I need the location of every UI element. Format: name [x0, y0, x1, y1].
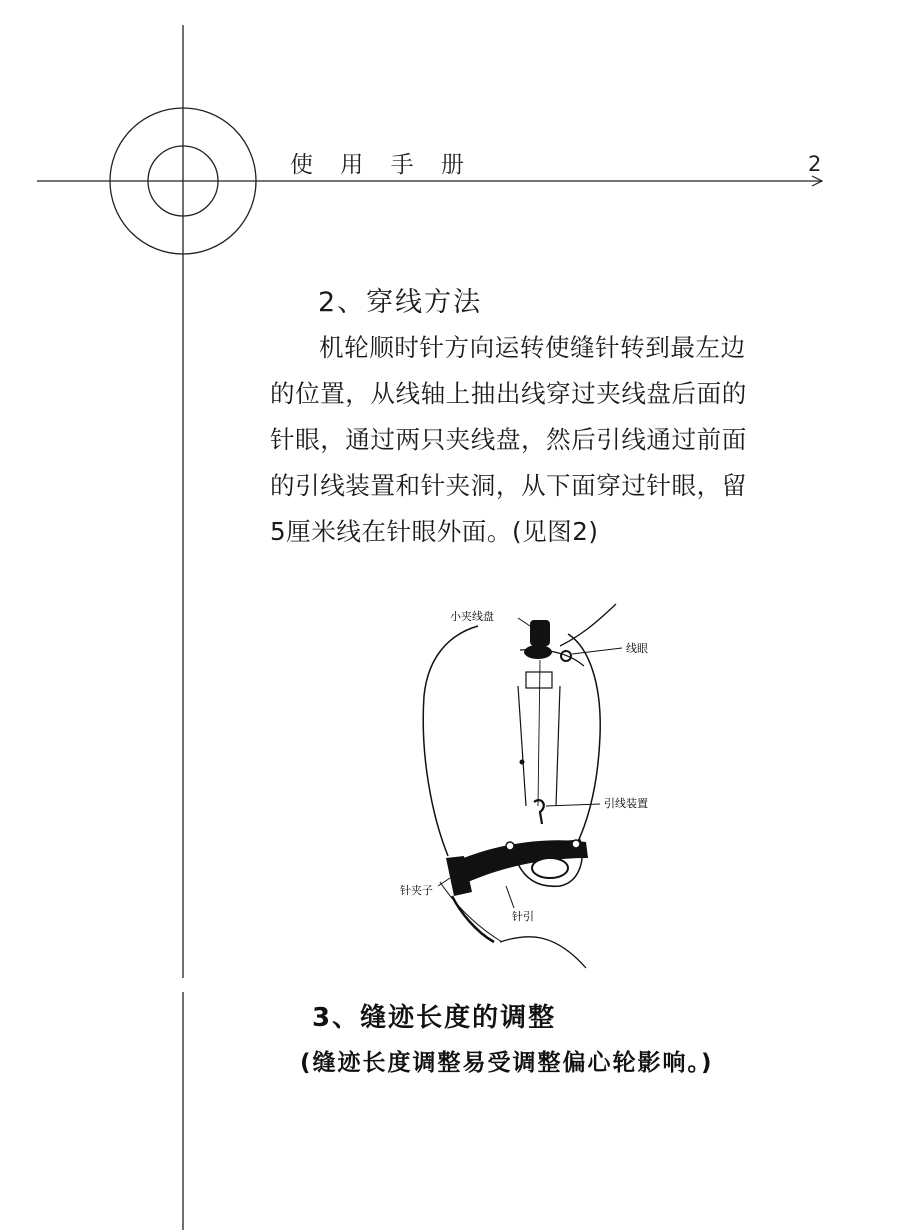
screw-dot: [520, 760, 525, 765]
leader-needle-clamp: [438, 878, 450, 886]
manual-title: 使 用 手 册: [290, 152, 474, 178]
needle-clamp-bracket: [454, 840, 588, 882]
leader-thread-eye: [572, 648, 622, 654]
tension-disc-knob: [530, 620, 550, 646]
needle: [452, 896, 494, 942]
section-heading-threading: 2、穿线方法: [318, 287, 483, 318]
face-plate-slot: [526, 672, 552, 688]
thread-line-down: [538, 660, 540, 806]
page-number: 2: [808, 152, 822, 176]
label-thread-guide: 引线装置: [604, 797, 648, 810]
leader-needle-guide: [506, 886, 514, 908]
threading-instructions: 机轮顺时针方向运转使缝针转到最左边的位置，从线轴上抽出线穿过夹线盘后面的针眼，通过两只夹线盘，然后引线通过前面的引线装置和针夹洞，从下面穿过针眼，留5厘米线在针眼外面。(见图2): [270, 333, 747, 546]
needle-bar-channel-right: [556, 686, 560, 806]
machine-head-outline: [423, 626, 478, 856]
leader-thread-guide: [546, 804, 600, 806]
label-needle-guide: 针引: [512, 910, 534, 923]
thread-guide-hook: [534, 800, 544, 824]
stitch-length-note: (缝迹长度调整易受调整偏心轮影响。): [300, 1050, 714, 1076]
tension-disc-plate: [524, 645, 552, 659]
label-small-tension-disc: 小夹线盘: [450, 610, 494, 623]
threading-diagram: [390, 596, 648, 976]
fabric-curve: [500, 937, 586, 968]
bracket-screw-right: [572, 840, 580, 848]
label-needle-clamp: 针夹子: [400, 884, 433, 897]
section-heading-stitch-length: 3、缝迹长度的调整: [312, 1003, 557, 1033]
needle-bar-channel-left: [518, 686, 526, 806]
bracket-screw-left: [506, 842, 514, 850]
bracket-hole: [532, 858, 568, 878]
label-thread-eye: 线眼: [626, 642, 648, 655]
thread-line: [560, 604, 616, 646]
leader-small-tension-disc: [518, 618, 530, 626]
